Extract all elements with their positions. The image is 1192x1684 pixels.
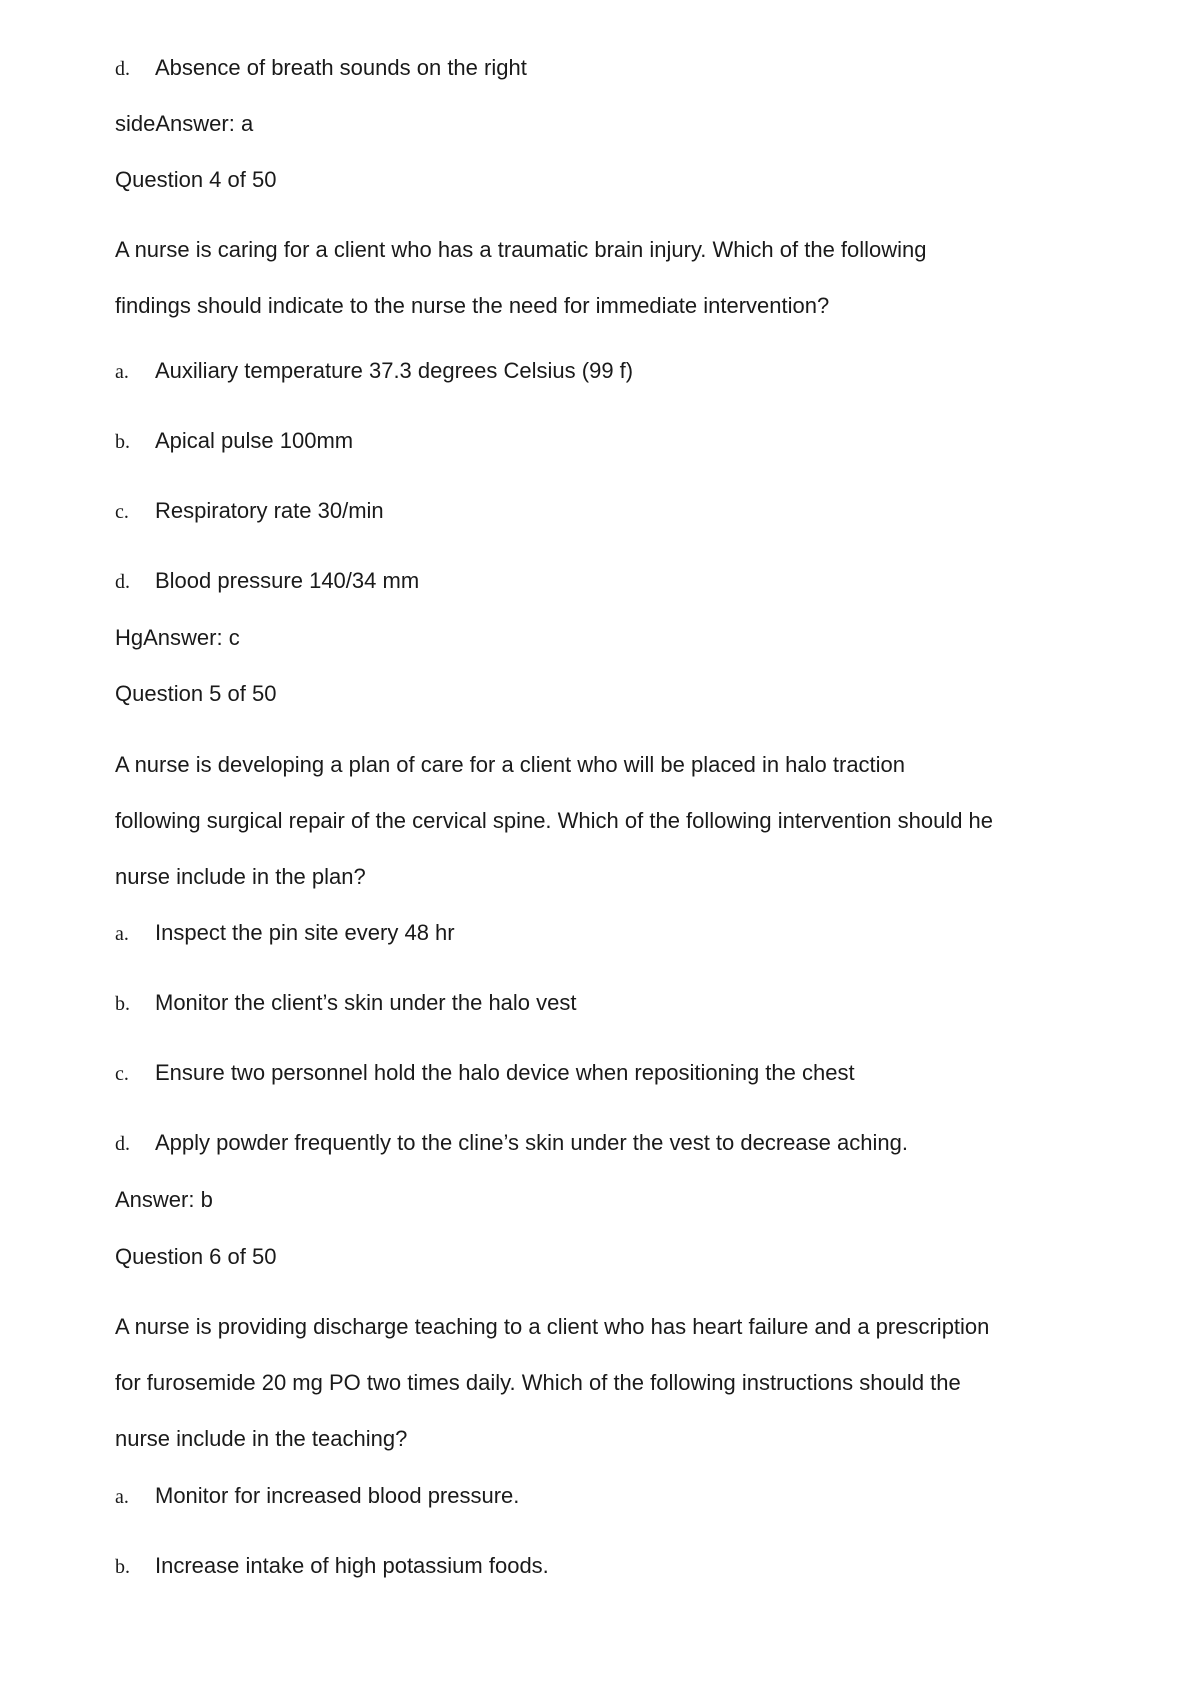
- option-item: [115, 1482, 519, 1511]
- option-letter: b.: [115, 993, 130, 1015]
- option-text: Blood pressure 140/34 mm: [155, 568, 420, 593]
- answer-line: sideAnswer: a: [115, 111, 254, 136]
- option-item: [115, 427, 353, 456]
- option-text: Monitor the client’s skin under the halo vest: [155, 990, 577, 1015]
- option-text: Inspect the pin site every 48 hr: [155, 920, 455, 945]
- option-item: [115, 1552, 549, 1581]
- option-item: [115, 919, 455, 948]
- option-letter: b.: [115, 1556, 130, 1578]
- option-item: [115, 1059, 855, 1088]
- question-stem-line: A nurse is developing a plan of care for a client who will be placed in halo traction: [115, 752, 906, 777]
- option-item: [115, 357, 633, 386]
- question-heading: Question 5 of 50: [115, 681, 277, 706]
- question-stem-line: for furosemide 20 mg PO two times daily. Which of the following instructions should the: [115, 1370, 961, 1395]
- option-item: [115, 54, 527, 83]
- question-stem-line: nurse include in the plan?: [115, 864, 366, 889]
- option-item: [115, 567, 419, 596]
- option-item: [115, 1129, 908, 1158]
- option-letter: a.: [115, 361, 129, 383]
- option-text: Monitor for increased blood pressure.: [155, 1483, 520, 1508]
- option-text: Auxiliary temperature 37.3 degrees Celsius (99 f): [155, 358, 634, 383]
- option-letter: c.: [115, 1063, 129, 1085]
- answer-line: HgAnswer: c: [115, 625, 240, 650]
- question-heading: Question 6 of 50: [115, 1244, 277, 1269]
- option-text: Apical pulse 100mm: [155, 428, 354, 453]
- question-heading: Question 4 of 50: [115, 167, 277, 192]
- option-letter: d.: [115, 1133, 130, 1155]
- option-letter: c.: [115, 501, 129, 523]
- option-text: Respiratory rate 30/min: [155, 498, 384, 523]
- option-letter: a.: [115, 1486, 129, 1508]
- question-stem-line: A nurse is caring for a client who has a traumatic brain injury. Which of the following: [115, 237, 927, 262]
- option-text: Increase intake of high potassium foods.: [155, 1553, 549, 1578]
- option-text: Absence of breath sounds on the right: [155, 55, 527, 80]
- option-item: [115, 989, 577, 1018]
- question-stem-line: A nurse is providing discharge teaching to a client who has heart failure and a prescription: [115, 1314, 990, 1339]
- option-item: [115, 497, 384, 526]
- option-text: Ensure two personnel hold the halo device when repositioning the chest: [155, 1060, 855, 1085]
- question-stem-line: following surgical repair of the cervical spine. Which of the following intervention should he: [115, 808, 994, 833]
- option-letter: d.: [115, 58, 130, 80]
- question-stem-line: nurse include in the teaching?: [115, 1426, 408, 1451]
- question-stem-line: findings should indicate to the nurse the need for immediate intervention?: [115, 293, 830, 318]
- option-letter: a.: [115, 923, 129, 945]
- option-text: Apply powder frequently to the cline’s skin under the vest to decrease aching.: [155, 1130, 908, 1155]
- option-letter: d.: [115, 571, 130, 593]
- answer-line: Answer: b: [115, 1187, 213, 1212]
- option-letter: b.: [115, 431, 130, 453]
